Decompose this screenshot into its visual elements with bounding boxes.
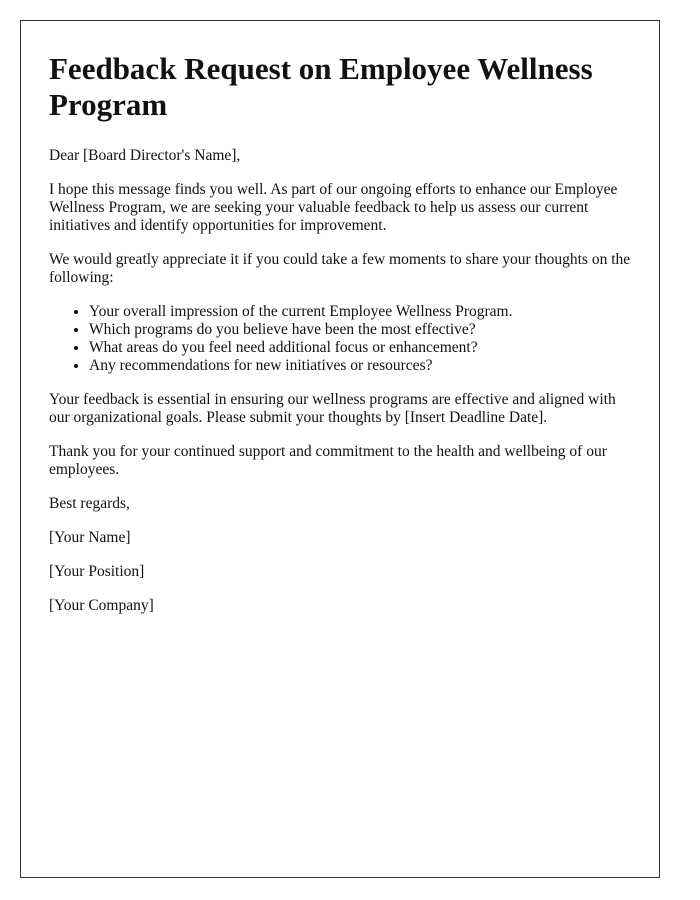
feedback-questions-list — [49, 303, 631, 375]
list-item: • Any recommendations for new initiatives or resources? — [89, 357, 631, 375]
list-item: • Which programs do you believe have been the most effective? — [89, 321, 631, 339]
thanks-paragraph: Thank you for your continued support and commitment to the health and wellbeing of our employees. — [49, 443, 607, 478]
salutation: Dear [Board Director's Name], — [49, 147, 241, 164]
closing: Best regards, — [49, 495, 130, 512]
list-item: • Your overall impression of the current Employee Wellness Program. — [89, 303, 631, 321]
intro-paragraph: I hope this message finds you well. As part of our ongoing efforts to enhance our Employee Wellness Program, we are seeking your valuable feedback to help us assess our current initiatives and identify opportunities for improvement. — [49, 181, 618, 234]
signature-company: [Your Company] — [49, 597, 154, 614]
letter-page — [20, 20, 660, 878]
signature-name: [Your Name] — [49, 529, 131, 546]
letter-title: Feedback Request on Employee Wellness Program — [49, 51, 593, 122]
request-paragraph: We would greatly appreciate it if you could take a few moments to share your thoughts on the following: — [49, 251, 631, 286]
list-item: • What areas do you feel need additional focus or enhancement? — [89, 339, 631, 357]
signature-position: [Your Position] — [49, 563, 145, 580]
importance-paragraph: Your feedback is essential in ensuring our wellness programs are effective and aligned with our organizational goals. Please submit your thoughts by [Insert Deadline Date]. — [49, 391, 616, 426]
